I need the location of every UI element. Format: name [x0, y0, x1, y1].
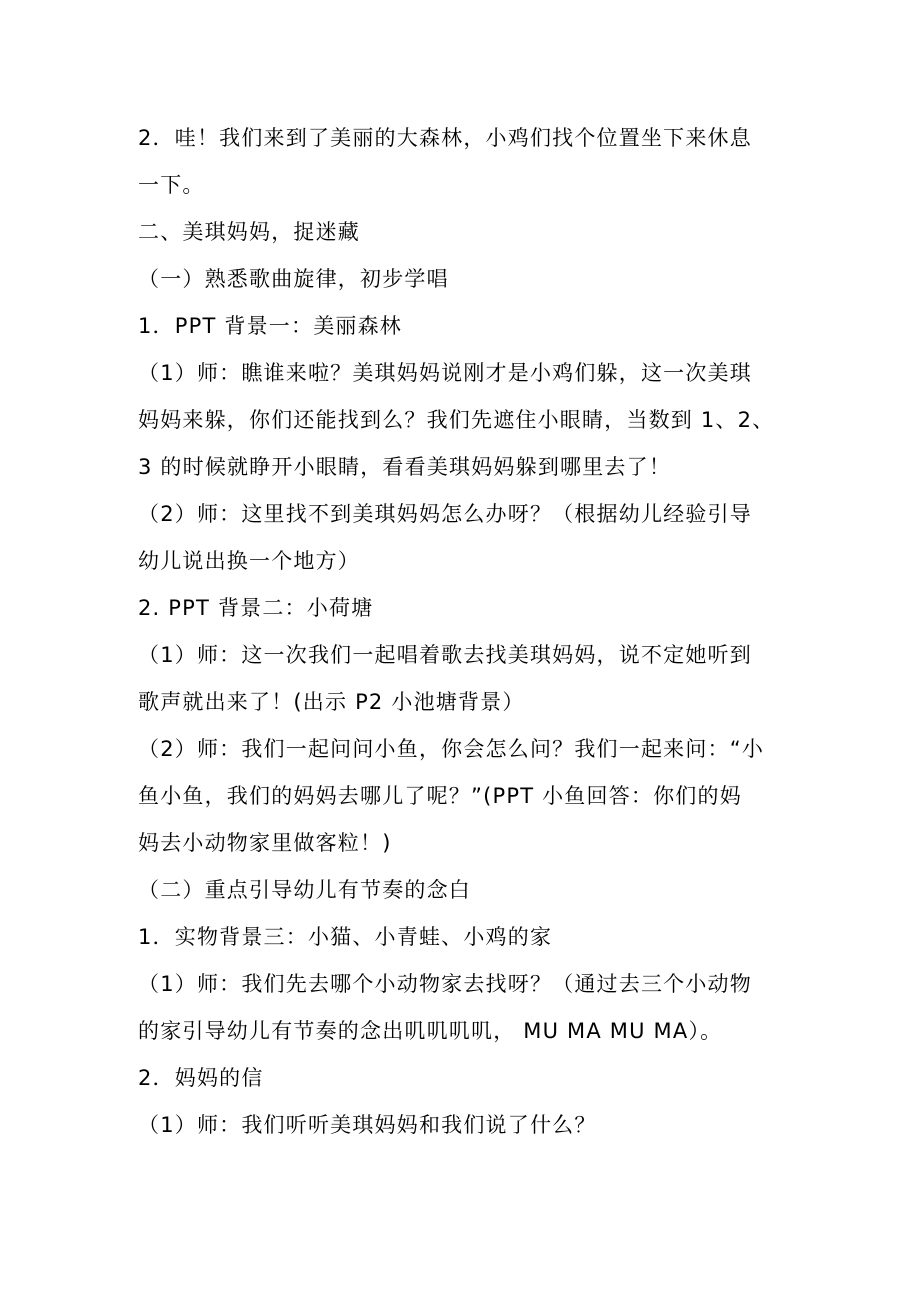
text-line-15: 鱼小鱼，我们的妈妈去哪儿了呢？”(PPT 小鱼回答：你们的妈 [138, 784, 742, 808]
subsection-heading: （二）重点引导幼儿有节奏的念白 [138, 878, 471, 902]
text-line-21: 2．妈妈的信 [138, 1066, 264, 1090]
text-line-9: （2）师：这里找不到美琪妈妈怎么办呀？（根据幼儿经验引导 [138, 502, 752, 526]
text-line-10: 幼儿说出换一个地方） [138, 549, 360, 573]
text-line-2: 一下。 [138, 173, 205, 197]
text-line-16: 妈去小动物家里做客粒！) [138, 831, 392, 855]
text-line-19: （1）师：我们先去哪个小动物家去找呀？（通过去三个小动物 [138, 972, 752, 996]
text-line-14: （2）师：我们一起问问小鱼，你会怎么问？我们一起来问：“小 [138, 737, 765, 761]
text-line-13: 歌声就出来了！(出示 P2 小池塘背景） [138, 690, 525, 714]
text-line-18: 1．实物背景三：小猫、小青蛙、小鸡的家 [138, 925, 553, 949]
text-line-8: 3 的时候就睁开小眼睛，看看美琪妈妈躲到哪里去了！ [138, 455, 672, 479]
text-line-20: 的家引导幼儿有节奏的念出叽叽叽叽， MU MA MU MA）。 [138, 1019, 723, 1043]
text-line-6: （1）师：瞧谁来啦？美琪妈妈说刚才是小鸡们躲，这一次美琪 [138, 361, 752, 385]
text-line-22: （1）师：我们听听美琪妈妈和我们说了什么？ [138, 1113, 597, 1137]
subsection-heading: （一）熟悉歌曲旋律，初步学唱 [138, 267, 449, 291]
text-line-11: 2. PPT 背景二：小荷塘 [138, 596, 374, 620]
text-line-1: 2．哇！我们来到了美丽的大森林，小鸡们找个位置坐下来休息 [138, 126, 752, 150]
text-line-5: 1．PPT 背景一：美丽森林 [138, 314, 402, 338]
text-line-7: 妈妈来躲，你们还能找到么？我们先遮住小眼睛，当数到 1、2、 [138, 408, 775, 432]
section-heading: 二、美琪妈妈，捉迷藏 [138, 220, 360, 244]
text-line-12: （1）师：这一次我们一起唱着歌去找美琪妈妈，说不定她听到 [138, 643, 752, 667]
